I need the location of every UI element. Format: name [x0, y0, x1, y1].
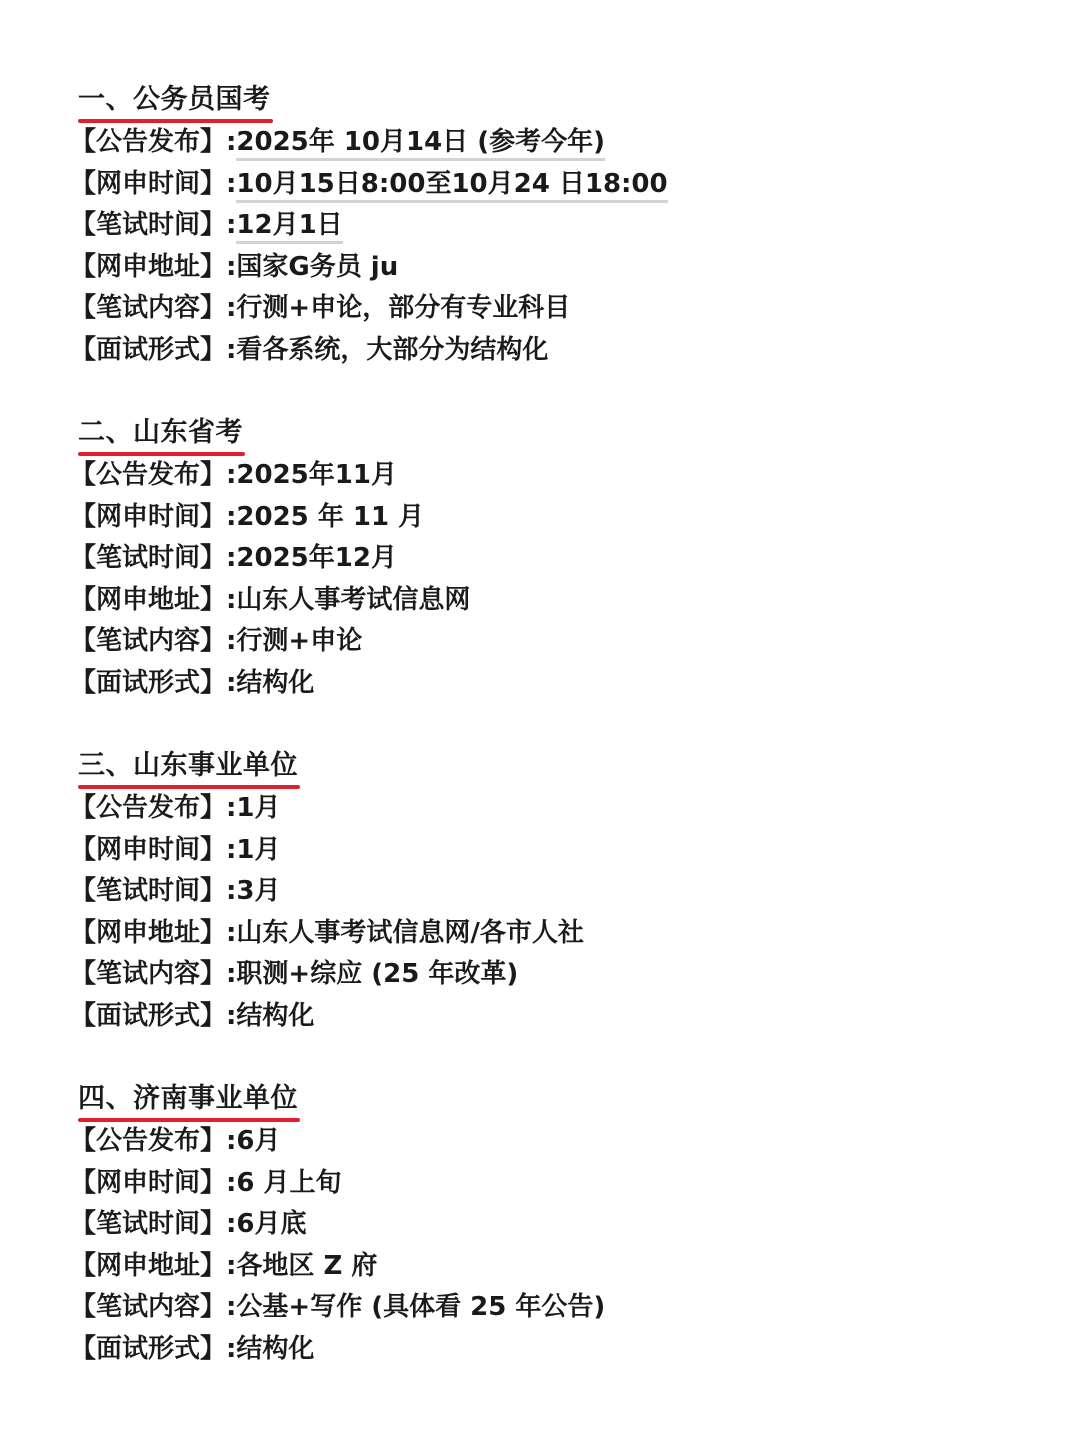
row-label: 【公告发布】:	[70, 793, 237, 823]
row-value: 各地区 Z 府	[236, 1250, 378, 1281]
row-value: 2025 年 11 月	[236, 501, 425, 532]
info-row-announcement	[70, 455, 1030, 497]
row-value: 国家G务员 ju	[236, 251, 399, 282]
row-label: 【面试形式】:	[70, 1000, 237, 1031]
info-row-announcement	[70, 1121, 1030, 1163]
info-row-written-exam-time	[70, 205, 1030, 247]
row-value: 6 月上旬	[236, 1167, 342, 1198]
row-value: 山东人事考试信息网/各市人社	[236, 917, 584, 948]
info-row-registration-site	[70, 1246, 1030, 1288]
info-row-registration-time	[70, 164, 1030, 206]
row-label: 【笔试内容】:	[70, 959, 237, 990]
row-label: 【网申地址】:	[70, 251, 237, 282]
info-row-interview-format	[70, 996, 1030, 1038]
row-label: 【笔试时间】:	[70, 210, 237, 241]
info-row-exam-content	[70, 288, 1030, 330]
row-label: 【面试形式】:	[70, 1333, 237, 1364]
info-row-registration-site	[70, 913, 1030, 955]
info-row-exam-content	[70, 621, 1030, 663]
row-label: 【公告发布】:	[70, 460, 237, 490]
row-label: 【笔试时间】:	[70, 543, 237, 574]
row-label: 【网申地址】:	[70, 584, 237, 615]
row-label: 【笔试时间】:	[70, 1209, 237, 1240]
row-label: 【笔试内容】:	[70, 1292, 237, 1323]
row-value: 结构化	[236, 1000, 315, 1031]
row-value: 看各系统，大部分为结构化	[236, 334, 549, 365]
info-row-announcement	[70, 122, 1030, 164]
row-value: 1月	[236, 793, 281, 823]
section-heading-text: 二、山东省考	[78, 417, 243, 448]
row-label: 【面试形式】:	[70, 334, 237, 365]
section-shandong-public-institutions	[70, 748, 1030, 1038]
info-row-registration-time	[70, 830, 1030, 872]
info-row-registration-site	[70, 247, 1030, 289]
info-row-written-exam-time	[70, 871, 1030, 913]
section-heading	[78, 82, 271, 122]
info-row-exam-content	[70, 1287, 1030, 1329]
row-label: 【笔试内容】:	[70, 293, 237, 324]
row-value: 行测+申论，部分有专业科目	[236, 293, 571, 324]
row-value: 3月	[236, 876, 281, 907]
info-list	[70, 455, 1030, 705]
row-value: 职测+综应 (25 年改革)	[236, 959, 519, 990]
row-label: 【公告发布】:	[70, 1126, 237, 1156]
info-row-written-exam-time	[70, 1204, 1030, 1246]
row-value: 10月15日8:00至10月24 日18:00	[236, 168, 667, 203]
heading-underline	[78, 119, 273, 123]
section-heading-text: 四、济南事业单位	[78, 1083, 298, 1114]
row-label: 【网申地址】:	[70, 917, 237, 948]
row-label: 【公告发布】:	[70, 127, 237, 157]
row-label: 【网申时间】:	[70, 168, 237, 199]
row-value: 2025年 10月14日 (参考今年)	[236, 126, 605, 161]
row-value: 公基+写作 (具体看 25 年公告)	[236, 1292, 606, 1323]
heading-underline	[78, 1118, 300, 1122]
row-value: 行测+申论	[236, 626, 363, 657]
row-value: 6月底	[236, 1209, 307, 1240]
info-row-exam-content	[70, 954, 1030, 996]
section-heading-text: 一、公务员国考	[78, 84, 271, 115]
info-list	[70, 122, 1030, 372]
info-row-interview-format	[70, 663, 1030, 705]
info-row-interview-format	[70, 330, 1030, 372]
section-national-civil-service-exam	[70, 82, 1030, 372]
section-heading	[78, 1081, 298, 1121]
row-value: 2025年12月	[236, 543, 397, 574]
section-heading	[78, 748, 298, 788]
row-value: 12月1日	[236, 209, 342, 244]
section-jinan-public-institutions	[70, 1081, 1030, 1371]
info-row-registration-time	[70, 497, 1030, 539]
info-row-registration-site	[70, 580, 1030, 622]
info-list	[70, 788, 1030, 1038]
row-label: 【网申时间】:	[70, 501, 237, 532]
heading-underline	[78, 785, 300, 789]
info-list	[70, 1121, 1030, 1371]
info-row-interview-format	[70, 1329, 1030, 1371]
row-label: 【笔试时间】:	[70, 876, 237, 907]
info-row-announcement	[70, 788, 1030, 830]
heading-underline	[78, 452, 245, 456]
row-label: 【网申时间】:	[70, 1167, 237, 1198]
row-label: 【网申时间】:	[70, 834, 237, 865]
info-row-registration-time	[70, 1163, 1030, 1205]
row-value: 6月	[236, 1126, 281, 1156]
section-shandong-provincial-exam	[70, 415, 1030, 705]
info-row-written-exam-time	[70, 538, 1030, 580]
row-value: 1月	[236, 834, 281, 865]
row-label: 【笔试内容】:	[70, 626, 237, 657]
row-value: 结构化	[236, 667, 315, 698]
row-value: 2025年11月	[236, 460, 397, 490]
row-value: 山东人事考试信息网	[236, 584, 471, 615]
section-heading-text: 三、山东事业单位	[78, 750, 298, 781]
row-value: 结构化	[236, 1333, 315, 1364]
section-heading	[78, 415, 243, 455]
row-label: 【网申地址】:	[70, 1250, 237, 1281]
row-label: 【面试形式】:	[70, 667, 237, 698]
